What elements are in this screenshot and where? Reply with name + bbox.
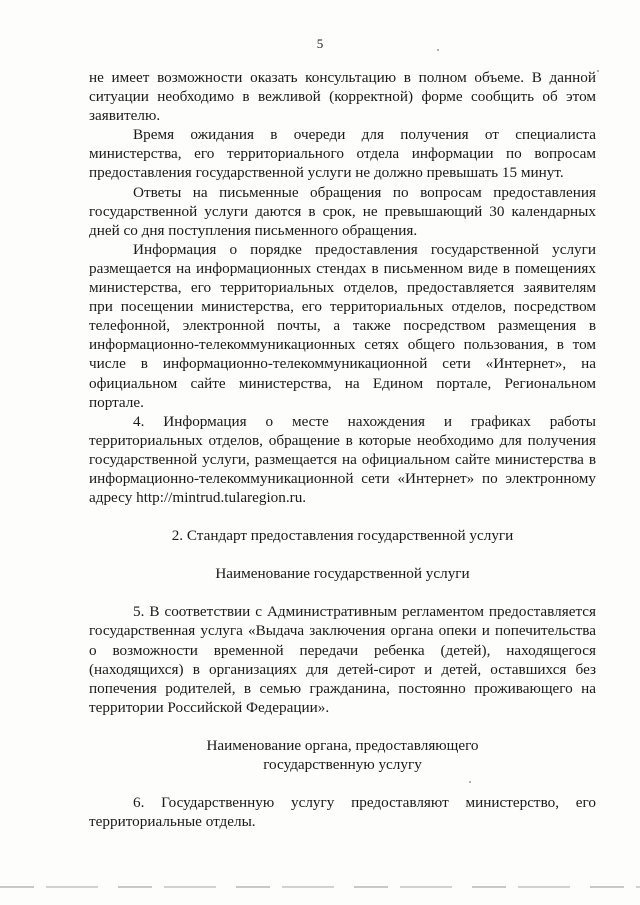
paragraph-continuation: не имеет возможности оказать консультацию в полном объеме. В данной ситуации необходимо в вежливой (корректной) форме сообщить об этом заявителю. [89, 69, 596, 125]
paragraph-information-placement: Информация о порядке предоставления государственной услуги размещается на информационных стендах в письменном виде в помещениях министерства, его территориальных отделов, предоставляется заявителям при посещении министерства, его территориальных отделов, посредством телефонной, электронной почты, а также посредством размещения в информационно-телекоммуникационных сетях общего пользования, в том числе в информационно-телекоммуникационной сети «Интернет», на официальном сайте министерства, на Едином портале, Региональном портале. [89, 240, 596, 411]
paragraph-written-answers: Ответы на письменные обращения по вопросам предоставления государственной услуги даются в срок, не превышающий 30 календарных дней со дня поступления письменного обращения. [89, 183, 596, 239]
subheading-organ-line-1: Наименование органа, предоставляющего [206, 736, 479, 754]
paragraph-item-5: 5. В соответствии с Административным регламентом предоставляется государственная услуга «Выдача заключения органа опеки и попечительства о возможности временной передачи ребенка (детей), находящегося (находящихся) в организациях для детей-сирот и детей, оставшихся без попечения родителей, в семью гражданина, постоянно проживающего на территории Российской Федерации». [89, 603, 596, 716]
subheading-organ-line-2: государственную услугу [263, 756, 422, 773]
page-number: 5 [316, 36, 324, 51]
scan-speck [597, 70, 599, 72]
subheading-service-name: Наименование государственной услуги [215, 565, 470, 583]
paragraph-item-4: 4. Информация о месте нахождения и графиках работы территориальных отделов, обращение в которые необходимо для получения государственной услуги, размещается на официальном сайте министерства в информационно-телекоммуникационной сети «Интернет» по электронному адресу http://mintrud.tularegion.ru. [89, 412, 596, 507]
paragraph-waiting-time: Время ожидания в очереди для получения от специалиста министерства, его территориального отдела информации по вопросам предоставления государственной услуги не должно превышать 15 минут. [89, 126, 596, 182]
paragraph-item-6: 6. Государственную услугу предоставляют министерство, его территориальные отделы. [89, 794, 596, 831]
document-body [89, 68, 596, 831]
section-heading-2: 2. Стандарт предоставления государственной услуги [171, 527, 514, 545]
scan-artifact-line [0, 886, 640, 888]
scan-speck [469, 781, 471, 783]
scan-speck [437, 49, 439, 51]
